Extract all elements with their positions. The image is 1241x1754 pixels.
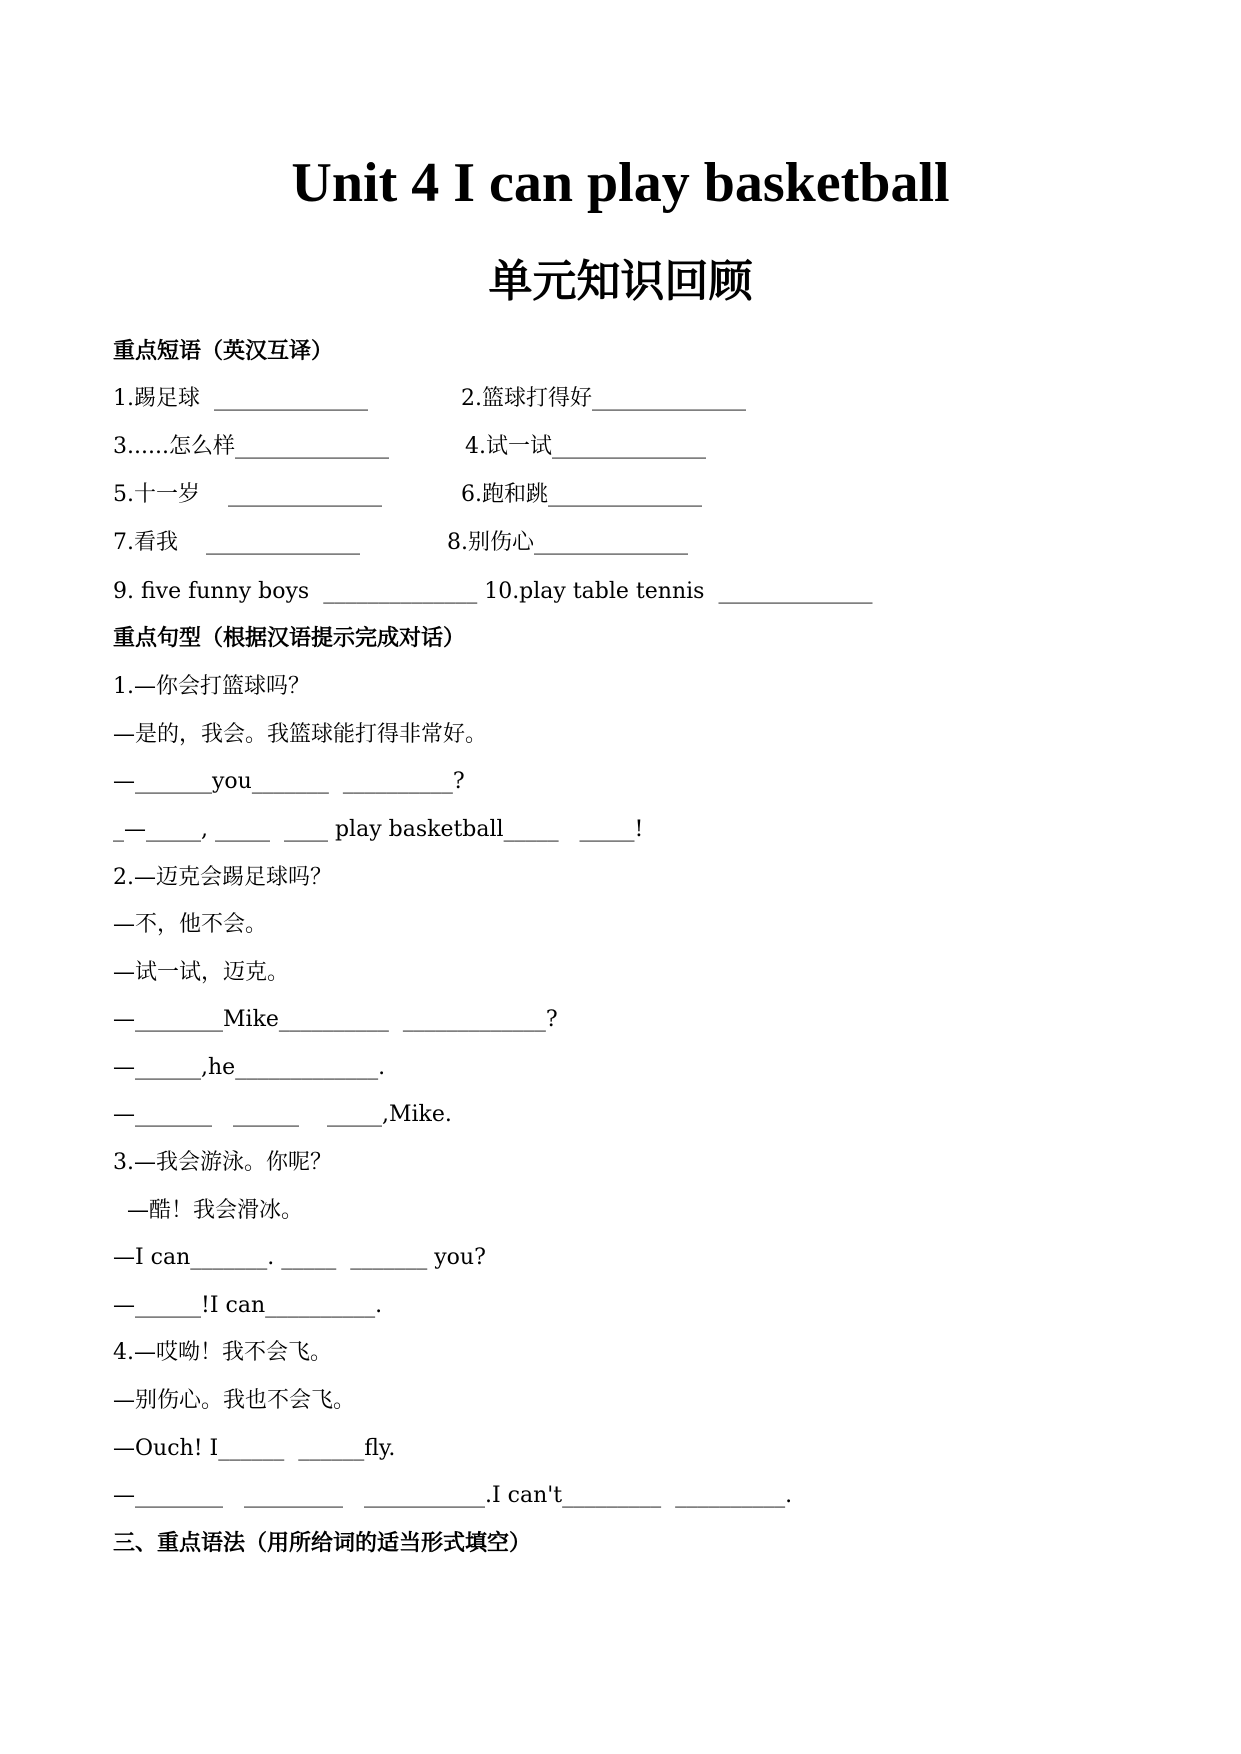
dialogue-line: 1.—你会打篮球吗？ xyxy=(113,674,310,699)
phrase-item: 3......怎么样______________ xyxy=(113,434,389,459)
phrase-item: 8.别伤心______________ xyxy=(447,530,688,555)
phrase-item: 1.踢足球 ______________ xyxy=(113,386,368,411)
phrase-item: 4.试一试______________ xyxy=(465,434,706,459)
phrase-item: 2.篮球打得好______________ xyxy=(461,386,746,411)
dialogue-line: —_______you_______ __________? xyxy=(113,769,465,794)
dialogue-line: —不，他不会。 xyxy=(113,912,268,937)
dialogue-line: —______,he_____________. xyxy=(113,1055,386,1080)
section-heading-phrases: 重点短语（英汉互译） xyxy=(113,339,334,364)
dialogue-line: —别伤心。我也不会飞。 xyxy=(113,1388,356,1413)
dialogue-line: —________Mike__________ _____________? xyxy=(113,1007,558,1032)
dialogue-line: —________ _________ ___________.I can't_________ __________. xyxy=(113,1483,793,1508)
page-title: Unit 4 I can play basketball xyxy=(291,152,950,214)
dialogue-line: —是的，我会。我篮球能打得非常好。 xyxy=(113,722,488,747)
section-heading-sentences: 重点句型（根据汉语提示完成对话） xyxy=(113,626,466,651)
dialogue-line: —Ouch! I______ ______fly. xyxy=(113,1436,396,1461)
phrase-item: 6.跑和跳______________ xyxy=(461,482,702,507)
phrase-item: 9. five funny boys ______________ 10.play table tennis ______________ xyxy=(113,579,873,604)
page-subtitle: 单元知识回顾 xyxy=(488,256,753,307)
phrase-item: 7.看我 ______________ xyxy=(113,530,360,555)
dialogue-line: 4.—哎呦！我不会飞。 xyxy=(113,1340,332,1365)
phrase-item: 5.十一岁 ______________ xyxy=(113,482,382,507)
dialogue-line: —I can_______. _____ _______ you? xyxy=(113,1245,486,1270)
dialogue-line: —试一试，迈克。 xyxy=(113,960,290,985)
dialogue-line: 2.—迈克会踢足球吗？ xyxy=(113,865,332,890)
dialogue-line: —_______ ______ _____,Mike. xyxy=(113,1102,452,1127)
dialogue-line: _—_____, _____ ____ play basketball_____ _____! xyxy=(113,817,644,842)
dialogue-line: —______!I can__________. xyxy=(113,1293,383,1318)
dialogue-line: —酷！我会滑冰。 xyxy=(113,1198,303,1223)
section-heading-grammar: 三、重点语法（用所给词的适当形式填空） xyxy=(113,1531,532,1556)
dialogue-line: 3.—我会游泳。你呢？ xyxy=(113,1150,332,1175)
